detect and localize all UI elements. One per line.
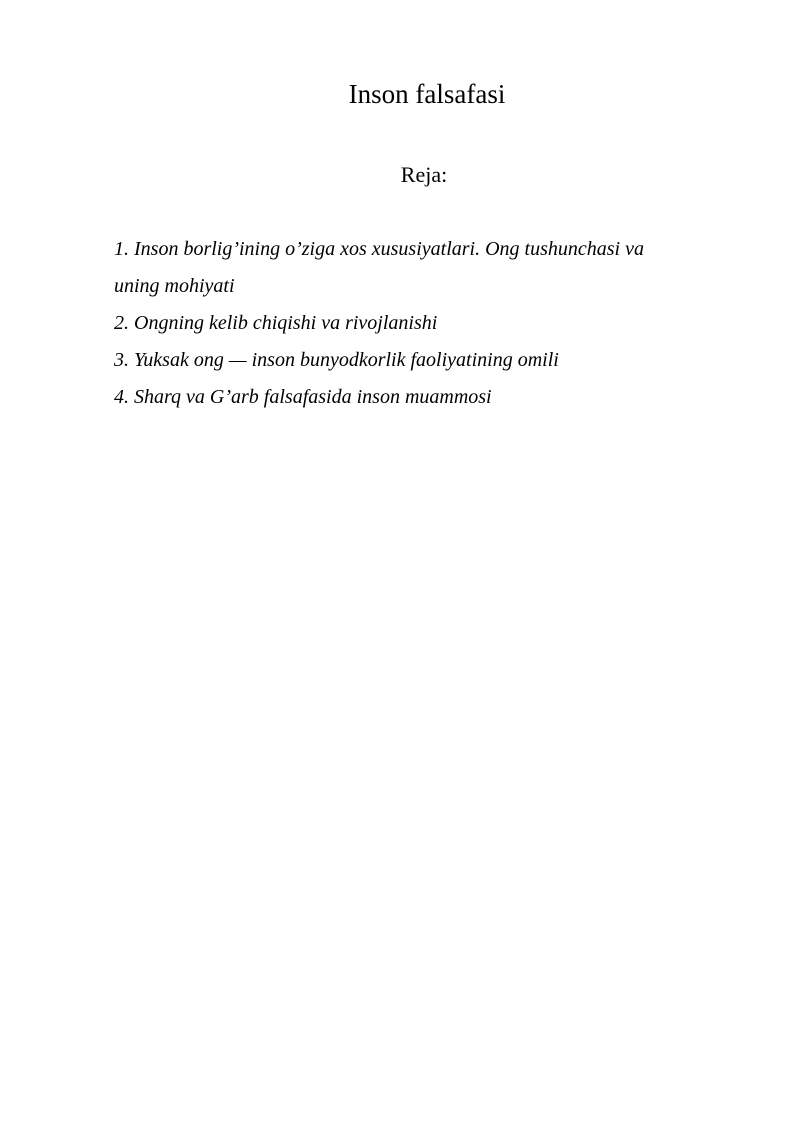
plan-item-3: 3. Yuksak ong — inson bunyodkorlik faoliyatining omili <box>114 349 559 371</box>
plan-item-1-line-2: uning mohiyati <box>114 275 235 297</box>
plan-list <box>114 231 714 416</box>
plan-item-4: 4. Sharq va G’arb falsafasida inson muammosi <box>114 386 492 408</box>
page-title: Inson falsafasi <box>348 79 506 109</box>
plan-item-1-line-1: 1. Inson borlig’ining o’ziga xos xususiyatlari. Ong tushunchasi va <box>114 238 644 260</box>
plan-item-1 <box>114 231 714 305</box>
plan-item-2: 2. Ongning kelib chiqishi va rivojlanishi <box>114 312 438 334</box>
plan-heading: Reja: <box>400 162 448 187</box>
